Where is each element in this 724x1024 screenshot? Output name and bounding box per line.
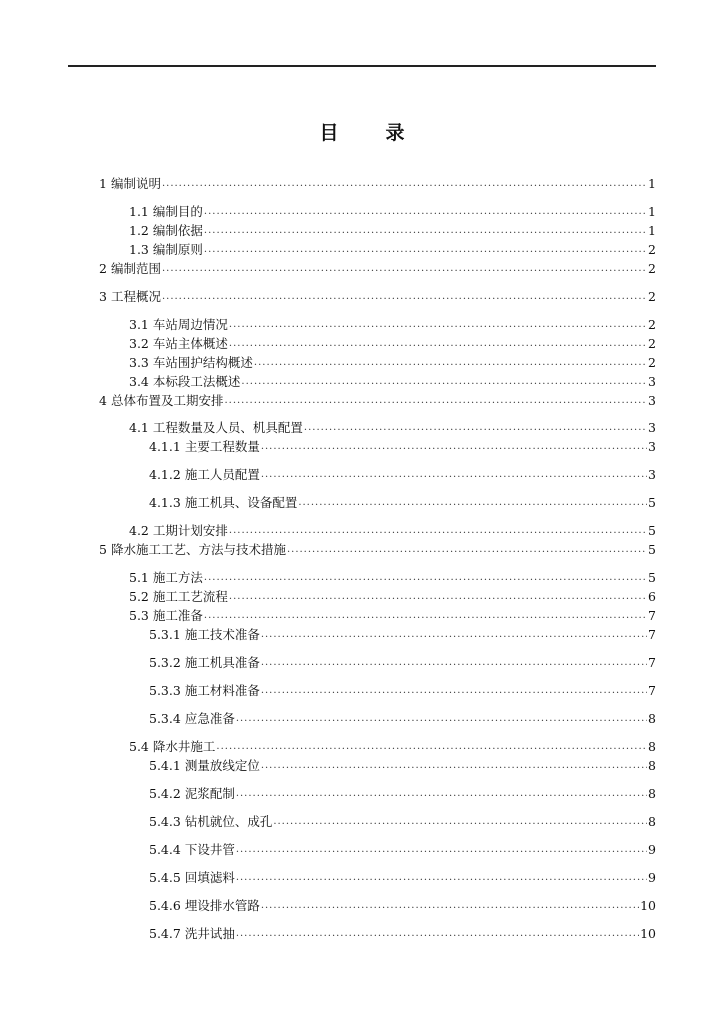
toc-entry-3-4[interactable]: 3.4 本标段工法概述 ..... 3 bbox=[129, 371, 656, 389]
dot-leader bbox=[162, 262, 647, 276]
dot-leader bbox=[229, 318, 647, 332]
dot-leader bbox=[229, 524, 647, 538]
page-number: 8 bbox=[648, 786, 656, 801]
page-number: 1 bbox=[648, 176, 656, 191]
dot-leader bbox=[204, 609, 647, 623]
toc-entry-2[interactable]: 2 编制范围 ..... 2 bbox=[99, 258, 656, 276]
dot-leader bbox=[261, 628, 647, 642]
page-number: 2 bbox=[648, 355, 656, 370]
page-number: 2 bbox=[648, 242, 656, 257]
page-number: 5 bbox=[648, 542, 656, 557]
dot-leader bbox=[236, 843, 647, 857]
dot-leader bbox=[229, 337, 647, 351]
dot-leader bbox=[287, 543, 647, 557]
toc-entry-5-4-5[interactable]: 5.4.5 回填滤料 ..... 9 bbox=[149, 867, 656, 885]
dot-leader bbox=[298, 496, 647, 510]
toc-entry-3-1[interactable]: 3.1 车站周边情况 ..... 2 bbox=[129, 314, 656, 332]
toc-entry-5-2[interactable]: 5.2 施工工艺流程 ..... 6 bbox=[129, 586, 656, 604]
dot-leader bbox=[254, 356, 647, 370]
dot-leader bbox=[261, 759, 647, 773]
toc-entry-4-2[interactable]: 4.2 工期计划安排 ..... 5 bbox=[129, 520, 656, 538]
page-title: 目 录 bbox=[319, 122, 419, 144]
page-number: 3 bbox=[648, 374, 656, 389]
dot-leader bbox=[236, 927, 639, 941]
toc-entry-1[interactable]: 1 编制说明 ..... 1 bbox=[99, 173, 656, 191]
toc-entry-5-4-4[interactable]: 5.4.4 下设井管 ..... 9 bbox=[149, 839, 656, 857]
toc-entry-5-1[interactable]: 5.1 施工方法 ..... 5 bbox=[129, 567, 656, 585]
toc-entry-4-1[interactable]: 4.1 工程数量及人员、机具配置 ..... 3 bbox=[129, 417, 656, 435]
page-number: 8 bbox=[648, 758, 656, 773]
dot-leader bbox=[204, 243, 647, 257]
dot-leader bbox=[216, 740, 647, 754]
page-number: 3 bbox=[648, 393, 656, 408]
page-number: 7 bbox=[648, 655, 656, 670]
toc-entry-1-2[interactable]: 1.2 编制依据 ..... 1 bbox=[129, 220, 656, 238]
toc-entry-5-4-7[interactable]: 5.4.7 洗井试抽 ..... 10 bbox=[149, 923, 656, 941]
toc-entry-5-3-3[interactable]: 5.3.3 施工材料准备 ..... 7 bbox=[149, 680, 656, 698]
toc-entry-5-3-2[interactable]: 5.3.2 施工机具准备 ..... 7 bbox=[149, 652, 656, 670]
toc-entry-4-1-2[interactable]: 4.1.2 施工人员配置 ..... 3 bbox=[149, 464, 656, 482]
toc-entry-5[interactable]: 5 降水施工工艺、方法与技术措施 ..... 5 bbox=[99, 539, 656, 557]
toc-entry-4[interactable]: 4 总体布置及工期安排 ..... 3 bbox=[99, 390, 656, 408]
dot-leader bbox=[261, 468, 647, 482]
page-number: 5 bbox=[648, 570, 656, 585]
page-number: 2 bbox=[648, 289, 656, 304]
dot-leader bbox=[204, 205, 647, 219]
dot-leader bbox=[261, 684, 647, 698]
dot-leader bbox=[162, 177, 647, 191]
toc-entry-5-4-2[interactable]: 5.4.2 泥浆配制 ..... 8 bbox=[149, 783, 656, 801]
page-number: 7 bbox=[648, 608, 656, 623]
page-number: 10 bbox=[640, 898, 656, 913]
dot-leader bbox=[261, 656, 647, 670]
page-number: 1 bbox=[648, 204, 656, 219]
dot-leader bbox=[236, 871, 647, 885]
dot-leader bbox=[273, 815, 647, 829]
toc-entry-5-4-3[interactable]: 5.4.3 钻机就位、成孔 ..... 8 bbox=[149, 811, 656, 829]
toc-entry-5-3-1[interactable]: 5.3.1 施工技术准备 ..... 7 bbox=[149, 624, 656, 642]
page-number: 8 bbox=[648, 711, 656, 726]
toc-entry-3-2[interactable]: 3.2 车站主体概述 ..... 2 bbox=[129, 333, 656, 351]
toc-entry-3-3[interactable]: 3.3 车站围护结构概述 ..... 2 bbox=[129, 352, 656, 370]
page-number: 2 bbox=[648, 336, 656, 351]
dot-leader bbox=[241, 375, 647, 389]
toc-entry-4-1-1[interactable]: 4.1.1 主要工程数量 ..... 3 bbox=[149, 436, 656, 454]
dot-leader bbox=[236, 712, 647, 726]
page-number: 9 bbox=[648, 870, 656, 885]
toc-entry-5-3-4[interactable]: 5.3.4 应急准备 ..... 8 bbox=[149, 708, 656, 726]
toc-entry-5-3[interactable]: 5.3 施工准备 ..... 7 bbox=[129, 605, 656, 623]
page-number: 3 bbox=[648, 467, 656, 482]
dot-leader bbox=[162, 290, 647, 304]
page-number: 2 bbox=[648, 317, 656, 332]
page-number: 7 bbox=[648, 683, 656, 698]
dot-leader bbox=[229, 590, 647, 604]
page-number: 3 bbox=[648, 439, 656, 454]
toc-entry-1-3[interactable]: 1.3 编制原则 ..... 2 bbox=[129, 239, 656, 257]
dot-leader bbox=[204, 224, 647, 238]
dot-leader bbox=[261, 899, 639, 913]
toc-entry-5-4-1[interactable]: 5.4.1 测量放线定位 ..... 8 bbox=[149, 755, 656, 773]
page-number: 8 bbox=[648, 739, 656, 754]
toc-entry-1-1[interactable]: 1.1 编制目的 ..... 1 bbox=[129, 201, 656, 219]
page-number: 7 bbox=[648, 627, 656, 642]
toc-entry-5-4[interactable]: 5.4 降水井施工 ..... 8 bbox=[129, 736, 656, 754]
dot-leader bbox=[236, 787, 647, 801]
page-number: 6 bbox=[648, 589, 656, 604]
toc-entry-5-4-6[interactable]: 5.4.6 埋设排水管路 ..... 10 bbox=[149, 895, 656, 913]
dot-leader bbox=[224, 394, 647, 408]
dot-leader bbox=[261, 440, 647, 454]
page-number: 10 bbox=[640, 926, 656, 941]
page-number: 1 bbox=[648, 223, 656, 238]
toc-entry-3[interactable]: 3 工程概况 ..... 2 bbox=[99, 286, 656, 304]
page-number: 2 bbox=[648, 261, 656, 276]
page-number: 5 bbox=[648, 523, 656, 538]
dot-leader bbox=[204, 571, 647, 585]
page-number: 5 bbox=[648, 495, 656, 510]
toc-entry-4-1-3[interactable]: 4.1.3 施工机具、设备配置 ..... 5 bbox=[149, 492, 656, 510]
page-number: 3 bbox=[648, 420, 656, 435]
dot-leader bbox=[304, 421, 647, 435]
page-number: 8 bbox=[648, 814, 656, 829]
page-number: 9 bbox=[648, 842, 656, 857]
